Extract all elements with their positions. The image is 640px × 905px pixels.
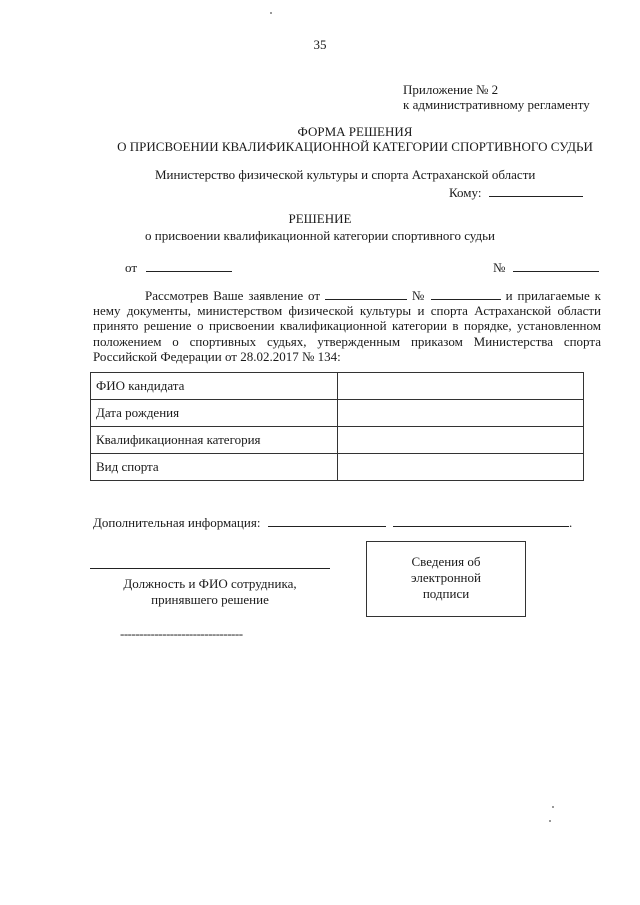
table-row — [91, 454, 584, 481]
body-line-1b: № — [411, 288, 426, 303]
signature-caption-line-2: принявшего решение — [151, 592, 269, 607]
scan-speck — [549, 820, 551, 822]
page-number: 35 — [313, 37, 327, 52]
body-line-1 — [93, 287, 601, 303]
extra-info-blank-2 — [393, 514, 569, 527]
table-cell-label: Вид спорта — [91, 454, 338, 481]
table-row — [91, 373, 584, 400]
date-blank — [146, 259, 232, 272]
dash-separator: -------------------------------- — [120, 626, 243, 641]
esign-line-1: Сведения об — [411, 554, 481, 569]
recipient-blank — [489, 184, 583, 197]
table-cell-value[interactable] — [338, 427, 584, 454]
table-cell-value[interactable] — [338, 400, 584, 427]
esign-line-3: подписи — [422, 586, 470, 601]
application-date-blank — [325, 287, 407, 300]
esign-line-2: электронной — [411, 570, 481, 585]
table-row — [91, 427, 584, 454]
table-cell-label: ФИО кандидата — [91, 373, 338, 400]
number-blank — [513, 259, 599, 272]
table-cell-label: Квалификационная категория — [91, 427, 338, 454]
extra-info-end: . — [568, 515, 573, 530]
signature-caption-line-1: Должность и ФИО сотрудника, — [123, 576, 297, 591]
extra-info-line — [93, 514, 572, 531]
decision-subtitle: о присвоении квалификационной категории спортивного судьи — [145, 228, 495, 243]
recipient-line — [449, 184, 583, 201]
table-cell-label: Дата рождения — [91, 400, 338, 427]
number-line — [493, 259, 599, 276]
extra-info-blank-1 — [268, 514, 386, 527]
extra-info-label: Дополнительная информация: — [93, 515, 261, 530]
signature-caption — [90, 577, 330, 609]
table-cell-value[interactable] — [338, 454, 584, 481]
body-line-3: принято решение о присвоении квалификационной категории в порядке, установленном — [93, 318, 601, 333]
appendix-header — [403, 83, 613, 113]
scan-speck — [270, 12, 272, 14]
appendix-line-2: к административному регламенту — [403, 97, 590, 112]
ministry-name: Министерство физической культуры и спорта Астраханской области — [155, 167, 536, 182]
body-line-1a: Рассмотрев Ваше заявление от — [145, 288, 321, 303]
body-line-5: Российской Федерации от 28.02.2017 № 134: — [93, 349, 341, 364]
decision-title: РЕШЕНИЕ — [288, 211, 352, 226]
candidate-info-table — [90, 372, 584, 481]
body-line-4: положением о спортивных судьях, утвержденным приказом Министерства спорта — [93, 333, 601, 349]
form-title-line-2: О ПРИСВОЕНИИ КВАЛИФИКАЦИОННОЙ КАТЕГОРИИ СПОРТИВНОГО СУДЬИ — [117, 139, 593, 154]
recipient-label: Кому: — [449, 185, 482, 200]
decision-body — [93, 287, 601, 365]
form-title-line-1: ФОРМА РЕШЕНИЯ — [297, 124, 413, 139]
number-label: № — [493, 260, 506, 275]
form-title — [60, 125, 640, 155]
electronic-signature-text — [367, 554, 525, 602]
scan-speck — [552, 806, 554, 808]
date-label: от — [125, 260, 138, 275]
date-line — [125, 259, 232, 276]
signature-line — [90, 568, 330, 569]
application-number-blank — [431, 287, 501, 300]
body-line-2: нему документы, министерством физической культуры и спорта Астраханской области — [93, 302, 601, 318]
body-line-1c: и прилагаемые к — [505, 288, 601, 303]
appendix-line-1: Приложение № 2 — [403, 82, 499, 97]
table-cell-value[interactable] — [338, 373, 584, 400]
table-row — [91, 400, 584, 427]
electronic-signature-box — [366, 541, 526, 617]
